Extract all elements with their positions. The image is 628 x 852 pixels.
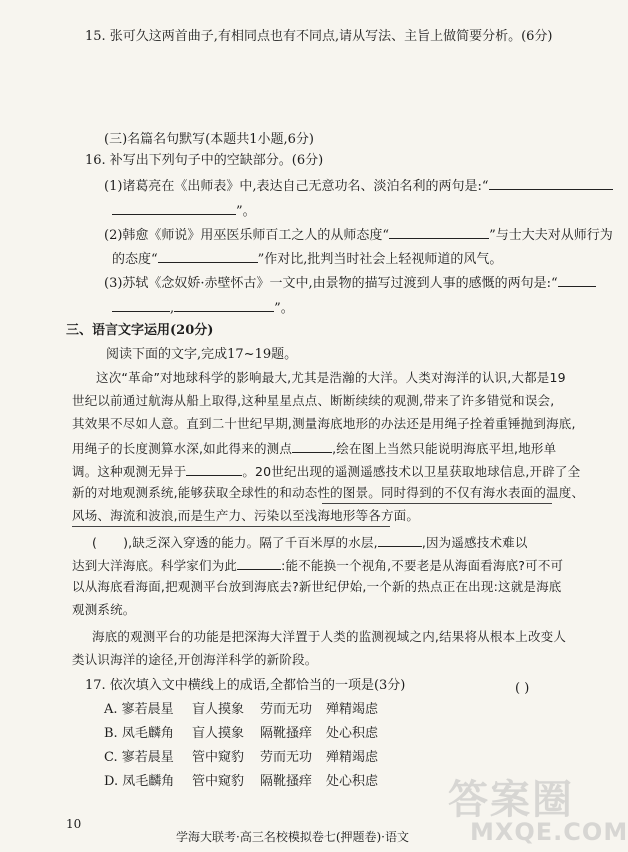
passage-line: 调。这种观测无异于 。20世纪出现的遥测遥感技术以卫星获取地球信息,开辟了全 — [72, 464, 581, 479]
passage-line: ( ),缺乏深入穿透的能力。隔了千百米厚的水层, ,因为遥感技术难以 — [92, 535, 528, 550]
passage-line: 世纪以前通过航海从船上取得,这种星星点点、断断续续的观测,带来了许多错觉和误会, — [72, 393, 555, 408]
passage-line: 海底的观测平台的功能是把深海大洋置于人类的监测视域之内,结果将从根本上改变人 — [92, 629, 567, 644]
answer-blank[interactable] — [174, 300, 274, 312]
question-17-stem: 17. 依次填入文中横线上的成语,全都恰当的一项是(3分) — [85, 678, 406, 693]
answer-blank[interactable] — [489, 178, 613, 190]
passage-line: 新的对地观测系统,能够获取全球性的和动态性的图景。同时得到的不仅有海水表面的温度、 — [72, 485, 585, 500]
option-c[interactable]: C. 寥若晨星 管中窥豹 劳而无功 殚精竭虑 — [104, 750, 379, 765]
q16-part3: (3)苏轼《念奴娇·赤壁怀古》一文中,由景物的描写过渡到人事的感慨的两句是:“ — [104, 275, 596, 290]
option-d[interactable]: D. 凤毛麟角 管中窥豹 隔靴搔痒 处心积虑 — [104, 774, 379, 789]
passage-line: 风场、海流和波浪,而是生产力、污染以至浅海地形等各方面。 — [72, 508, 420, 523]
passage-line: 类认识海洋的途径,开创海洋科学的新阶段。 — [72, 652, 318, 667]
q16-part1: (1)诸葛亮在《出师表》中,表达自己无意功名、淡泊名利的两句是:“ — [104, 178, 613, 193]
section-title-recitation: (三)名篇名句默写(本题共1小题,6分) — [104, 132, 314, 147]
option-b[interactable]: B. 凤毛麟角 盲人摸象 隔靴搔痒 处心积虑 — [104, 726, 379, 741]
passage-line: 以从海底看海面,把观测平台放到海底去?新世纪伊始,一个新的热点正在出现:这就是海底 — [72, 579, 562, 594]
q16-part2: (2)韩愈《师说》用巫医乐师百工之人的从师态度“ ”与士大夫对从师行为 — [104, 228, 613, 243]
watermark-url: MXQE.COM — [470, 818, 628, 846]
underline-mark — [322, 503, 552, 504]
question-15: 15. 张可久这两首曲子,有相同点也有不同点,请从写法、主旨上做简要分析。(6分) — [85, 29, 553, 44]
idiom-blank[interactable] — [378, 535, 422, 547]
passage-line: 观测系统。 — [72, 602, 136, 617]
answer-blank[interactable] — [558, 275, 596, 287]
q16-part2-cont: 的态度“ ”作对比,批判当时社会上轻视师道的风气。 — [112, 252, 503, 267]
idiom-blank[interactable] — [237, 558, 281, 570]
idiom-blank[interactable] — [292, 441, 332, 453]
answer-blank[interactable] — [389, 227, 489, 239]
question-16-stem: 16. 补写出下列句子中的空缺部分。(6分) — [85, 153, 324, 168]
answer-blank[interactable] — [112, 203, 236, 215]
passage-line: 其效果不尽如人意。直到二十世纪早期,测量海底地形的办法还是用绳子拴着重锤抛到海底, — [72, 416, 576, 431]
passage-line: 这次“革命”对地球科学的影响最大,尤其是浩瀚的大洋。人类对海洋的认识,大都是19 — [96, 370, 566, 385]
answer-bracket[interactable]: ( ) — [515, 681, 530, 696]
passage-line: 达到大洋海底。科学家们为此 :能不能换一个视角,不要老是从海面看海底?可不可 — [72, 558, 564, 573]
idiom-blank[interactable] — [186, 464, 242, 476]
answer-blank[interactable] — [158, 251, 258, 263]
underline-mark — [72, 526, 390, 527]
watermark-logo: 答案圈 — [448, 777, 574, 823]
q16-part3-cont: , ”。 — [112, 300, 294, 315]
footer-title: 学海大联考·高三名校模拟卷七(押题卷)·语文 — [176, 830, 409, 844]
part-3-title: 三、语言文字运用(20分) — [66, 323, 214, 338]
page-number: 10 — [66, 817, 82, 831]
option-a[interactable]: A. 寥若晨星 盲人摸象 劳而无功 殚精竭虑 — [104, 702, 379, 717]
answer-blank[interactable] — [112, 300, 170, 312]
q16-part1-cont: ”。 — [112, 203, 256, 218]
passage-line: 用绳子的长度测算水深,如此得来的测点 ,绘在图上当然只能说明海底平坦,地形单 — [72, 441, 557, 456]
reading-instruction: 阅读下面的文字,完成17~19题。 — [106, 347, 298, 362]
